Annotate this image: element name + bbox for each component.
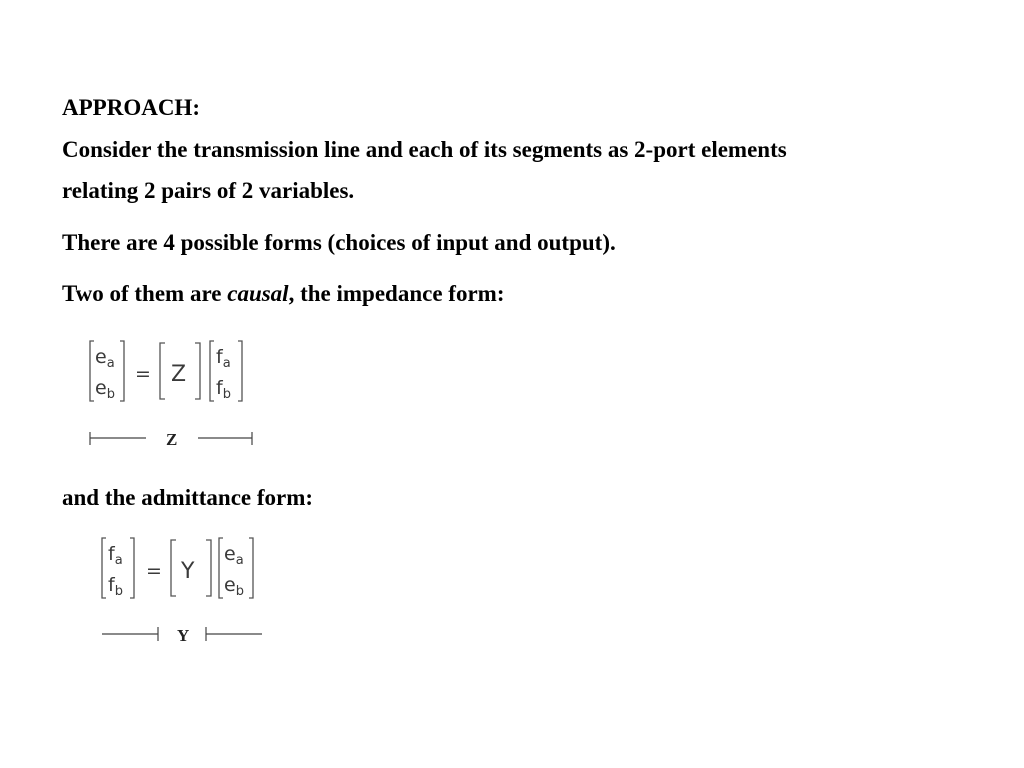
- paragraph-2: There are 4 possible forms (choices of input and output).: [62, 230, 616, 255]
- paragraph-1-line-2: relating 2 pairs of 2 variables.: [62, 178, 355, 203]
- admittance-lhs-row-1: $f_a$: [108, 543, 123, 568]
- paragraph-3: [62, 280, 504, 308]
- admittance-matrix-symbol: Y: [181, 559, 195, 584]
- admittance-lhs-row-2: $f_b$: [108, 574, 123, 599]
- admittance-rhs-row-2: $e_b$: [224, 574, 244, 599]
- impedance-equation: [80, 335, 280, 455]
- causal-emphasis: causal: [227, 281, 289, 306]
- admittance-rhs-row-1: $e_a$: [224, 543, 244, 568]
- heading: APPROACH:: [62, 95, 200, 120]
- impedance-rhs-row-1: $f_a$: [216, 346, 231, 371]
- impedance-rhs-row-2: $f_b$: [216, 377, 231, 402]
- admittance-equation: [92, 532, 292, 652]
- impedance-label: Z: [166, 430, 178, 449]
- impedance-equals: =: [135, 363, 151, 385]
- impedance-lhs-row-2: $e_b$: [95, 377, 115, 402]
- admittance-label: Y: [177, 626, 190, 645]
- admittance-equals: =: [146, 560, 162, 582]
- paragraph-1-line-1: Consider the transmission line and each of its segments as 2-port elements: [62, 137, 787, 162]
- impedance-lhs-row-1: $e_a$: [95, 346, 115, 371]
- impedance-matrix-symbol: Z: [171, 362, 187, 387]
- paragraph-3-before: Two of them are: [62, 281, 228, 306]
- paragraph-3-after: , the impedance form:: [288, 281, 505, 306]
- paragraph-4: and the admittance form:: [62, 485, 314, 510]
